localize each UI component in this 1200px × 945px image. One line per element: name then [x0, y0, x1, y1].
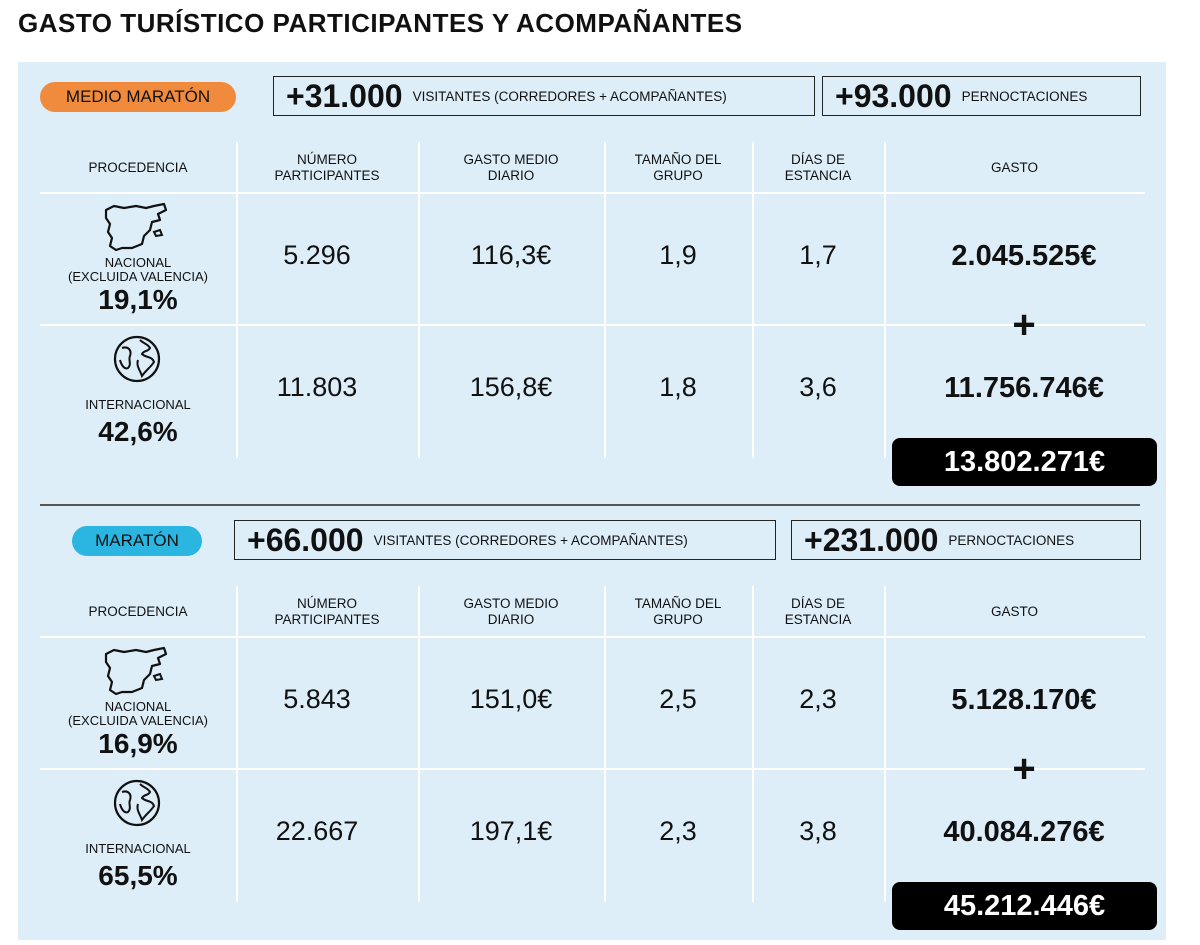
- globe-icon: [112, 334, 162, 389]
- page-title: GASTO TURÍSTICO PARTICIPANTES Y ACOMPAÑANTES: [18, 8, 743, 38]
- origin-label: INTERNACIONAL: [85, 397, 191, 412]
- column-header: DÍAS DE ESTANCIA: [784, 596, 852, 627]
- column-header: GASTO: [990, 160, 1038, 175]
- column-header: TAMAÑO DEL GRUPO: [634, 596, 722, 627]
- total-spend: 13.802.271€: [892, 438, 1157, 486]
- column-header: GASTO MEDIO DIARIO: [463, 596, 559, 627]
- column-divider: [752, 586, 754, 902]
- origin-percentage: 19,1%: [98, 284, 178, 315]
- nights-label: PERNOCTACIONES: [961, 88, 1088, 104]
- spain-map-icon: [102, 646, 172, 705]
- nights-stat: [791, 520, 1141, 560]
- column-header: TAMAÑO DEL GRUPO: [634, 152, 722, 183]
- visitors-label: VISITANTES (CORREDORES + ACOMPAÑANTES): [412, 88, 727, 104]
- column-divider: [884, 142, 886, 458]
- spend-value: 11.756.746€: [944, 372, 1104, 404]
- stay-days-value: 3,8: [799, 816, 837, 846]
- row-divider: [40, 324, 1145, 326]
- column-divider: [236, 142, 238, 458]
- column-divider: [604, 142, 606, 458]
- nights-value: +231.000: [804, 521, 939, 558]
- participants-value: 5.843: [283, 684, 351, 714]
- section-badge: MARATÓN: [72, 526, 202, 556]
- origin-percentage: 16,9%: [98, 728, 178, 759]
- daily-spend-value: 197,1€: [469, 816, 553, 846]
- column-divider: [884, 586, 886, 902]
- origin-percentage: 42,6%: [98, 416, 178, 447]
- column-divider: [418, 586, 420, 902]
- column-header: NÚMERO PARTICIPANTES: [274, 152, 380, 183]
- column-header: DÍAS DE ESTANCIA: [784, 152, 852, 183]
- group-size-value: 1,9: [659, 240, 697, 270]
- spend-value: 40.084.276€: [943, 816, 1105, 848]
- row-divider: [40, 192, 1145, 194]
- column-divider: [752, 142, 754, 458]
- group-size-value: 2,3: [659, 816, 697, 846]
- daily-spend-value: 116,3€: [470, 240, 552, 270]
- group-size-value: 2,5: [659, 684, 697, 714]
- spain-map-icon: [102, 202, 172, 261]
- visitors-value: +66.000: [247, 521, 364, 558]
- column-header: NÚMERO PARTICIPANTES: [274, 596, 380, 627]
- column-header: PROCEDENCIA: [88, 160, 188, 175]
- spend-value: 5.128.170€: [951, 684, 1097, 716]
- visitors-value: +31.000: [286, 77, 403, 114]
- visitors-stat: [273, 76, 815, 116]
- row-divider: [40, 636, 1145, 638]
- column-header: GASTO: [990, 604, 1038, 619]
- row-divider: [40, 768, 1145, 770]
- globe-icon: [112, 778, 162, 833]
- nights-value: +93.000: [835, 77, 952, 114]
- visitors-label: VISITANTES (CORREDORES + ACOMPAÑANTES): [373, 532, 688, 548]
- daily-spend-value: 156,8€: [469, 372, 553, 402]
- nights-stat: [822, 76, 1141, 116]
- stay-days-value: 1,7: [799, 240, 837, 270]
- participants-value: 22.667: [275, 816, 359, 846]
- column-divider: [418, 142, 420, 458]
- participants-value: 11.803: [276, 372, 358, 402]
- origin-label: NACIONAL (EXCLUIDA VALENCIA): [68, 699, 208, 728]
- total-spend: 45.212.446€: [892, 882, 1157, 930]
- origin-label: NACIONAL (EXCLUIDA VALENCIA): [68, 255, 208, 284]
- spend-value: 2.045.525€: [951, 240, 1097, 272]
- column-divider: [236, 586, 238, 902]
- column-header: GASTO MEDIO DIARIO: [463, 152, 559, 183]
- participants-value: 5.296: [283, 240, 351, 270]
- column-header: PROCEDENCIA: [88, 604, 188, 619]
- group-size-value: 1,8: [659, 372, 697, 402]
- plus-sign: +: [1012, 747, 1036, 791]
- nights-label: PERNOCTACIONES: [948, 532, 1075, 548]
- section-badge: MEDIO MARATÓN: [40, 82, 236, 112]
- stay-days-value: 3,6: [799, 372, 837, 402]
- daily-spend-value: 151,0€: [469, 684, 553, 714]
- origin-percentage: 65,5%: [98, 860, 178, 891]
- origin-label: INTERNACIONAL: [85, 841, 191, 856]
- stay-days-value: 2,3: [799, 684, 837, 714]
- column-divider: [604, 586, 606, 902]
- section-separator: [40, 504, 1140, 506]
- visitors-stat: [234, 520, 776, 560]
- plus-sign: +: [1012, 303, 1036, 347]
